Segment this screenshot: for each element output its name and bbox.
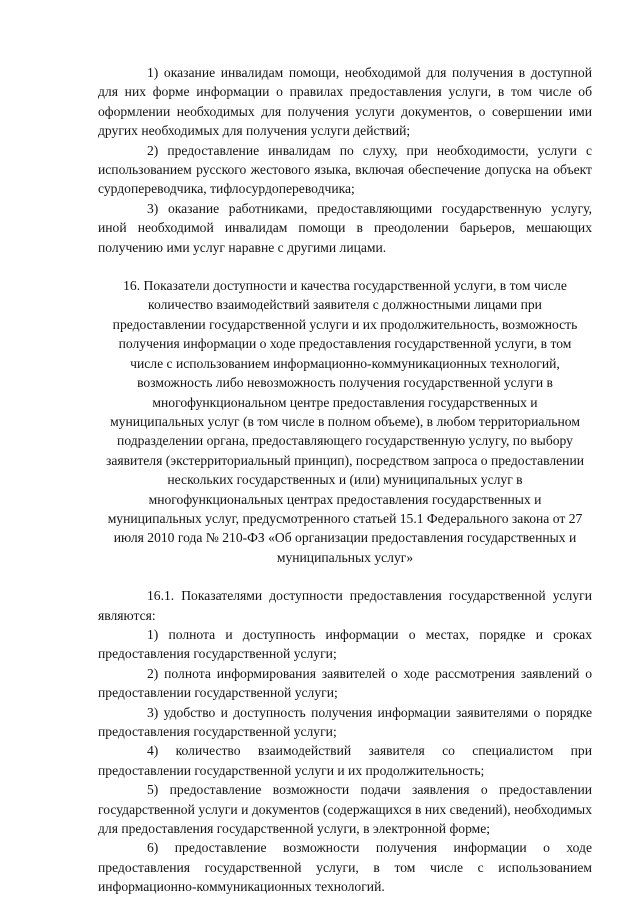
section-16-1-item-5: 5) предоставление возможности подачи заявления о предоставлении государственной услуги и документов (содержащихся в них сведений), необходимых для предоставления государственной услуги, в электронной форме;	[98, 782, 592, 837]
intro-item-1: 1) оказание инвалидам помощи, необходимой для получения в доступной для них форме информации о правилах предоставления услуги, в том числе об оформлении необходимых для получения услуги документов, о совершении ими других необходимых для получения услуги действий;	[98, 65, 592, 139]
document-page	[98, 63, 592, 897]
section-16-1-item-3: 3) удобство и доступность получения информации заявителями о порядке предоставления государственной услуги;	[98, 704, 592, 739]
spacer	[98, 257, 592, 276]
section-16-1-item-6: 6) предоставление возможности получения информации о ходе предоставления государственной услуги, в том числе с использованием информационно-коммуникационных технологий.	[98, 840, 592, 895]
section-16-1-lead: 16.1. Показателями доступности предоставления государственной услуги являются:	[98, 588, 592, 623]
intro-item-3: 3) оказание работниками, предоставляющими государственную услугу, иной необходимой инвалидам помощи в преодолении барьеров, мешающих получению ими услуг наравне с другими лицами.	[98, 200, 592, 255]
intro-item-2: 2) предоставление инвалидам по слуху, при необходимости, услуги с использованием русского жестового языка, включая обеспечение допуска на объект сурдопереводчика, тифлосурдопереводчика;	[98, 142, 592, 197]
spacer	[98, 567, 592, 586]
section-16-1-item-4: 4) количество взаимодействий заявителя со специалистом при предоставлении государственной услуги и их продолжительность;	[98, 743, 592, 778]
section-16-1-item-1: 1) полнота и доступность информации о местах, порядке и сроках предоставления государственной услуги;	[98, 626, 592, 662]
section-16-1-item-2: 2) полнота информирования заявителей о ходе рассмотрения заявлений о предоставлении государственной услуги;	[98, 665, 592, 701]
section-16-heading: 16. Показатели доступности и качества государственной услуги, в том числе количество взаимодействий заявителя с должностными лицами при предоставлении государственной услуги и их продолжительность, возможность получения информации о ходе предоставления государственной услуги, в том числе с использованием информационно-коммуникационных технологий, возможность либо невозможность получения государственной услуги в многофункциональном центре предоставления государственных и муниципальных услуг (в том числе в полном объеме), в любом территориальном подразделении органа, предоставляющего государственную услугу, по выбору заявителя (экстерриториальный принцип), посредством запроса о предоставлении нескольких государственных и (или) муниципальных услуг в многофункциональных центрах предоставления государственных и муниципальных услуг, предусмотренного статьей 15.1 Федерального закона от 27 июля 2010 года № 210-ФЗ «Об организации предоставления государственных и муниципальных услуг»	[105, 278, 585, 565]
